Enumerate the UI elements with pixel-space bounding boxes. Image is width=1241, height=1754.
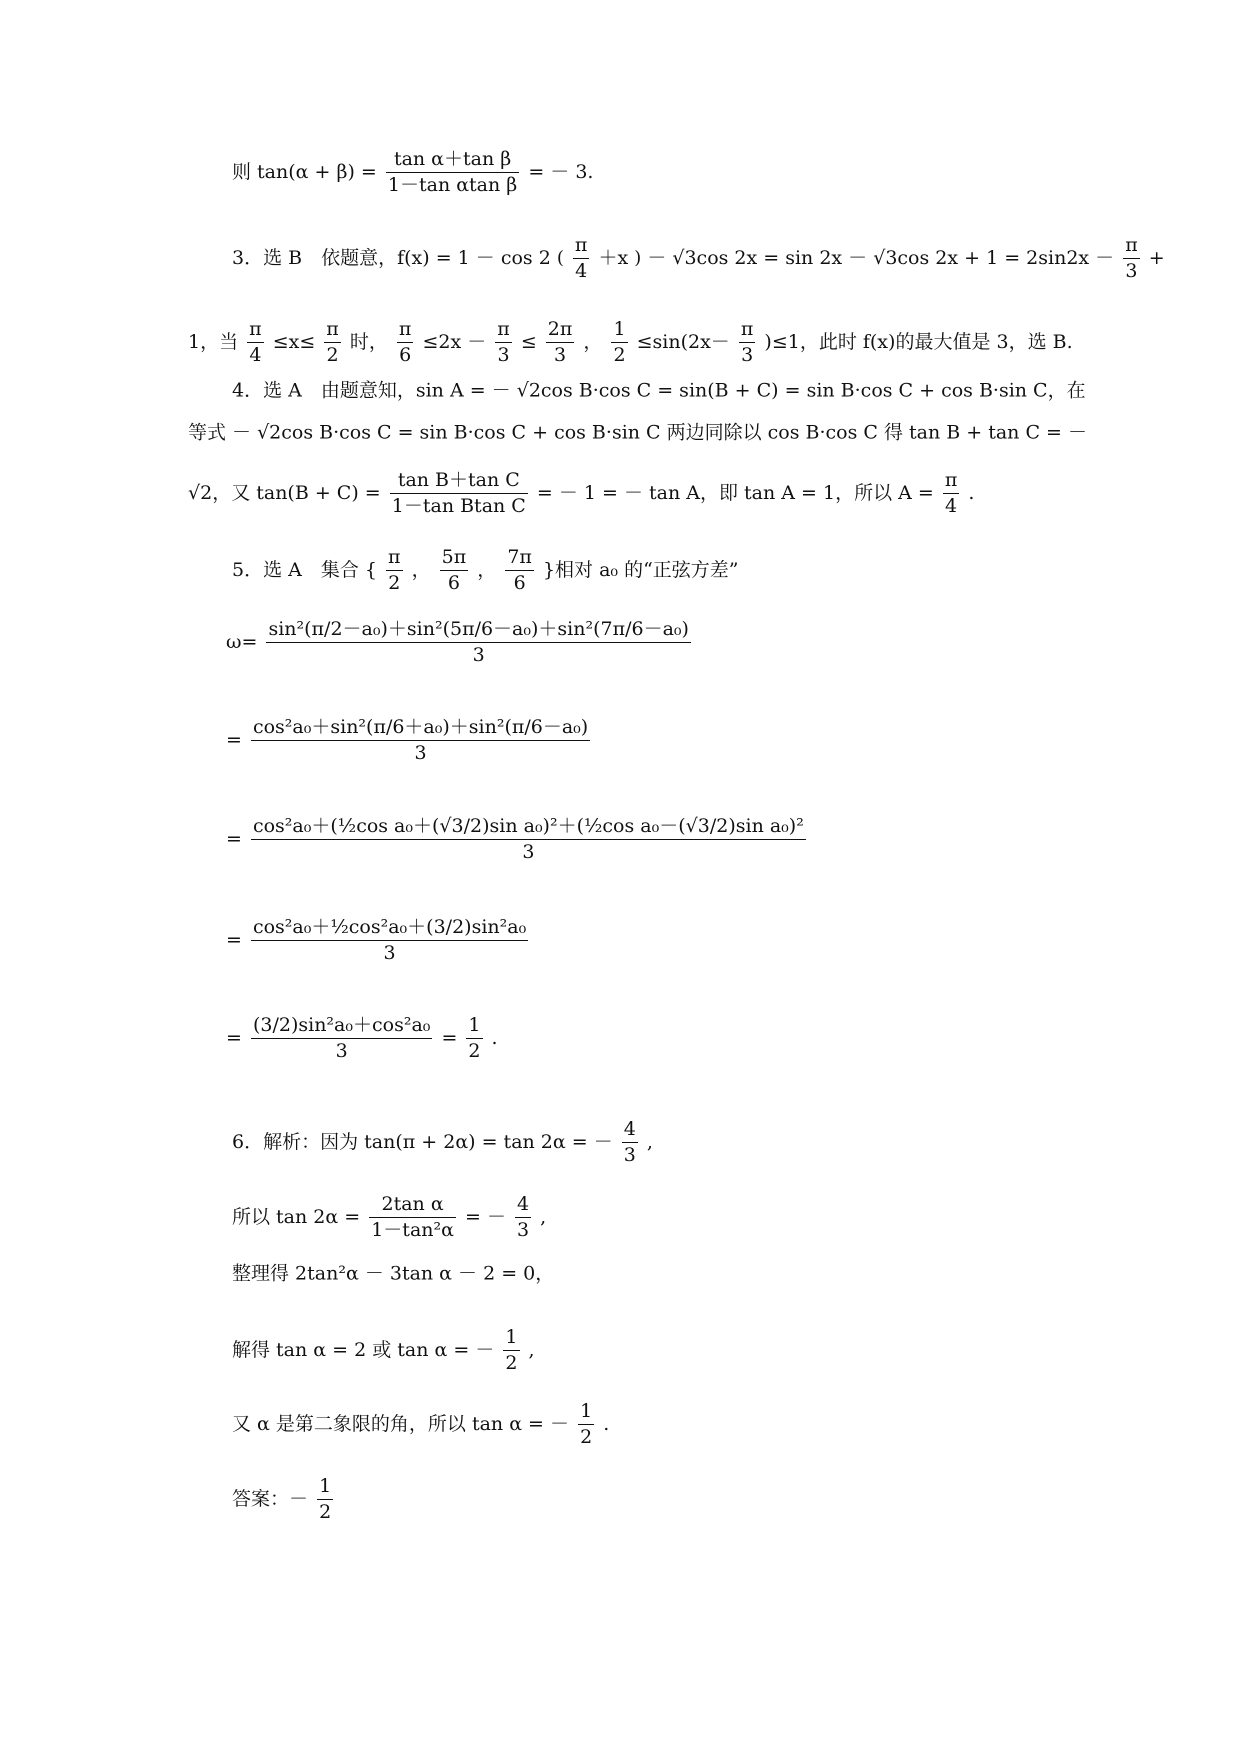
p5-b: π	[386, 548, 403, 571]
eq1-den: 3	[472, 644, 485, 666]
p3b-g: 时，	[349, 331, 388, 353]
p3b-s: ≤sin(2x－	[636, 331, 730, 353]
p3b-n: 2π	[546, 320, 575, 343]
p3b-r: 2	[613, 344, 626, 366]
p6d-frac	[503, 1328, 519, 1373]
p3b-t: π	[739, 320, 756, 343]
p5-frac3	[505, 548, 534, 593]
p6-d: ,	[646, 1131, 653, 1153]
p3b-frac3	[397, 320, 414, 365]
p3b-l: 3	[497, 344, 510, 366]
p4-c: √2，又 tan(B + C) =	[188, 482, 381, 504]
eq5-lhs: =	[226, 1027, 242, 1049]
p6-b: 4	[622, 1120, 638, 1143]
p5-d: ，	[411, 559, 431, 581]
p4-d: tan B＋tan C	[390, 471, 528, 494]
p3-line2	[188, 320, 1073, 365]
p5-frac1	[386, 548, 403, 593]
p6b-e: 4	[515, 1195, 531, 1218]
p5-frac2	[440, 548, 469, 593]
p3-a: 3．选 B 依题意，f(x) = 1 － cos 2	[232, 247, 551, 269]
p6d-d: ,	[528, 1339, 535, 1361]
eq3-frac	[251, 817, 806, 862]
p6-line3	[232, 1264, 554, 1284]
p5-i: 6	[513, 572, 526, 594]
eq2-frac	[251, 718, 590, 763]
p3-e: ＋x	[598, 247, 629, 269]
p6b-g: ,	[540, 1206, 547, 1228]
p6e-b: 1	[578, 1402, 594, 1425]
p4-frac-pi4	[943, 471, 960, 516]
p3-line1	[232, 236, 1165, 281]
p6b-c: 1－tan²α	[371, 1219, 454, 1241]
p6b-frac2	[515, 1195, 531, 1240]
p6-a: 6．解析：因为 tan(π + 2α) = tan 2α = －	[232, 1131, 613, 1153]
p3b-f: 2	[326, 344, 339, 366]
p1-fraction	[386, 150, 519, 195]
p3b-frac5	[546, 320, 575, 365]
p6d-b: 1	[503, 1328, 519, 1351]
p3b-v: )≤1，此时 f(x)的最大值是 3，选 B.	[764, 331, 1073, 353]
p3b-q: 1	[611, 320, 627, 343]
p1-lead: 则 tan(α + β) =	[232, 161, 377, 183]
p5-h: 7π	[505, 548, 534, 571]
p3b-k: π	[495, 320, 512, 343]
p6e-d: .	[603, 1413, 610, 1435]
eq1-frac	[266, 620, 690, 665]
p4-a: 4．选 A 由题意知，sin A = － √2cos B·cos C = sin(B + C) = sin B·cos C + cos B·sin C，在	[232, 379, 1086, 402]
eq1-num: sin²(π/2－a₀)＋sin²(5π/6－a₀)＋sin²(7π/6－a₀)	[266, 620, 690, 643]
p6b-frac1	[369, 1195, 456, 1240]
ans-b: 1	[317, 1477, 333, 1500]
p6d-c: 2	[505, 1352, 518, 1374]
eq4-lhs: =	[226, 929, 242, 951]
p4-b: 等式 － √2cos B·cos C = sin B·cos C + cos B·sin C 两边同除以 cos B·cos C 得 tan B + tan C = －	[188, 421, 1087, 444]
eq4-frac	[251, 918, 528, 963]
p6-line4	[232, 1328, 535, 1373]
p3-g: － √3cos 2x = sin 2x － √3cos 2x + 1 = 2sin2x －	[647, 247, 1115, 269]
p1-tail: = － 3.	[528, 161, 594, 183]
p3b-b: π	[247, 320, 264, 343]
eq1-lhs: ω=	[226, 631, 258, 653]
ans-a: 答案：－	[232, 1488, 309, 1510]
p6d-a: 解得 tan α = 2 或 tan α = －	[232, 1339, 495, 1361]
p3b-frac6	[611, 320, 627, 365]
p6b-a: 所以 tan 2α =	[232, 1206, 361, 1228]
eq5-line	[226, 1016, 498, 1061]
p3b-frac2	[324, 320, 341, 365]
p4-line2	[188, 423, 1087, 443]
eq3-line	[226, 817, 809, 862]
eq1-line	[226, 620, 694, 665]
p3b-j: ≤2x －	[422, 331, 487, 353]
eq5-tail: .	[491, 1027, 498, 1049]
p5-line	[232, 548, 739, 593]
p6e-c: 2	[580, 1426, 593, 1448]
p3-j: +	[1148, 247, 1165, 269]
eq5-result	[466, 1016, 482, 1061]
p3b-d: ≤x≤	[272, 331, 316, 353]
eq4-den: 3	[383, 942, 396, 964]
p6b-f: 3	[517, 1219, 530, 1241]
p3-i: 3	[1125, 260, 1138, 282]
p6-frac	[622, 1120, 638, 1165]
eq2-line	[226, 718, 593, 763]
eq4-num: cos²a₀＋½cos²a₀＋(3/2)sin²a₀	[251, 918, 528, 941]
p5-a: 5．选 A 集合 {	[232, 559, 377, 581]
p4-g: π	[943, 471, 960, 494]
p5-c: 2	[388, 572, 401, 594]
p5-e: 5π	[440, 548, 469, 571]
p3b-m: ≤	[520, 331, 537, 353]
eq5-rden: 2	[468, 1040, 481, 1062]
p4-f: = － 1 = － tan A，即 tan A = 1，所以 A =	[536, 482, 934, 504]
ans-frac	[317, 1477, 333, 1522]
p3-frac-pi3	[1123, 236, 1140, 281]
eq5-frac	[251, 1016, 432, 1061]
p3b-c: 4	[249, 344, 262, 366]
p6b-d: = －	[465, 1206, 506, 1228]
eq2-num: cos²a₀＋sin²(π/6＋a₀)＋sin²(π/6－a₀)	[251, 718, 590, 741]
p1-den: 1－tan αtan β	[387, 174, 518, 196]
p6e-a: 又 α 是第二象限的角，所以 tan α = －	[232, 1413, 570, 1435]
p4-line3	[188, 471, 974, 516]
p6-line5	[232, 1402, 609, 1447]
p6b-b: 2tan α	[369, 1195, 456, 1218]
eq5-den: 3	[335, 1040, 348, 1062]
p5-g: ，	[477, 559, 497, 581]
p3b-i: 6	[399, 344, 412, 366]
answer-line	[232, 1477, 336, 1522]
p4-frac	[390, 471, 528, 516]
ans-c: 2	[319, 1501, 332, 1523]
p3b-u: 3	[741, 344, 754, 366]
eq4-line	[226, 918, 531, 963]
p6e-frac	[578, 1402, 594, 1447]
eq5-rnum: 1	[466, 1016, 482, 1039]
p3-frac-pi4	[573, 236, 590, 281]
p3-paren-close: )	[634, 247, 642, 269]
eq3-lhs: =	[226, 828, 242, 850]
eq3-den: 3	[522, 841, 535, 863]
eq2-lhs: =	[226, 729, 242, 751]
p3b-frac1	[247, 320, 264, 365]
p4-e: 1－tan Btan C	[391, 495, 526, 517]
p3-h: π	[1123, 236, 1140, 259]
eq2-den: 3	[414, 742, 427, 764]
p4-h: 4	[945, 495, 958, 517]
p5-f: 6	[447, 572, 460, 594]
eq5-num: (3/2)sin²a₀＋cos²a₀	[251, 1016, 432, 1039]
p3b-e: π	[324, 320, 341, 343]
p6-c: 3	[623, 1144, 636, 1166]
p6c-a: 整理得 2tan²α － 3tan α － 2 = 0，	[232, 1262, 555, 1285]
p4-line1	[232, 381, 1086, 401]
eq5-mid: =	[441, 1027, 458, 1049]
p3-paren-open: (	[556, 247, 564, 269]
p6-line2	[232, 1195, 546, 1240]
p3b-frac4	[495, 320, 512, 365]
p1-line	[232, 150, 593, 195]
p4-i: .	[968, 482, 975, 504]
p6-line1	[232, 1120, 653, 1165]
eq3-num: cos²a₀＋(½cos a₀＋(√3/2)sin a₀)²＋(½cos a₀－(√3/2)sin a₀)²	[251, 817, 806, 840]
p3-c: π	[573, 236, 590, 259]
p3b-o: 3	[554, 344, 567, 366]
p1-num: tan α＋tan β	[386, 150, 519, 173]
p3b-p: ，	[583, 331, 603, 353]
p3b-h: π	[397, 320, 414, 343]
p3b-frac7	[739, 320, 756, 365]
p5-j: }相对 a₀ 的“正弦方差”	[542, 559, 739, 581]
p3-d: 4	[575, 260, 588, 282]
p3b-a: 1，当	[188, 331, 239, 353]
